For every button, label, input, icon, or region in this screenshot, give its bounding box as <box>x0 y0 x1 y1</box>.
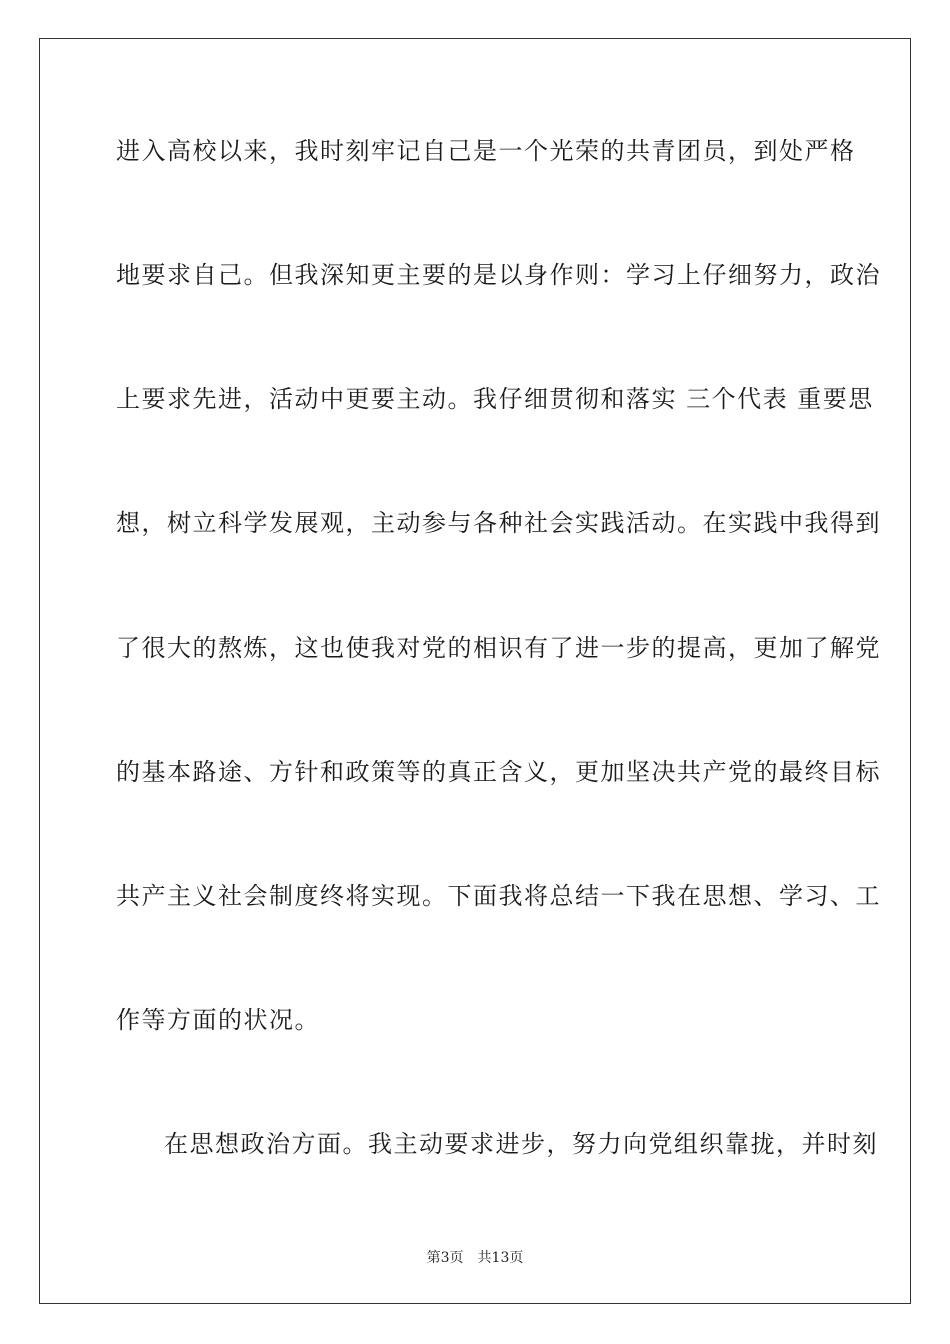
text-line-1: 进入高校以来，我时刻牢记自己是一个光荣的共青团员，到处严格 <box>116 137 856 165</box>
text-line-2: 地要求自己。但我深知更主要的是以身作则：学习上仔细努力，政治 <box>116 261 881 289</box>
page-border <box>39 38 911 1304</box>
text-line-4: 想，树立科学发展观，主动参与各种社会实践活动。在实践中我得到 <box>116 509 881 537</box>
text-line-8: 作等方面的状况。 <box>116 1006 320 1034</box>
paragraph-start-line: 在思想政治方面。我主动要求进步，努力向党组织靠拢，并时刻 <box>164 1130 878 1158</box>
page-total: 共13页 <box>477 1250 524 1266</box>
text-line-5: 了很大的熬炼，这也使我对党的相识有了进一步的提高，更加了解党 <box>116 634 881 662</box>
page-footer <box>0 1248 950 1268</box>
text-line-6: 的基本路途、方针和政策等的真正含义，更加坚决共产党的最终目标 <box>116 758 881 786</box>
text-line-7: 共产主义社会制度终将实现。下面我将总结一下我在思想、学习、工 <box>116 882 881 910</box>
page-number: 第3页 <box>426 1250 464 1266</box>
text-line-3: 上要求先进，活动中更要主动。我仔细贯彻和落实 三个代表 重要思 <box>116 385 874 413</box>
